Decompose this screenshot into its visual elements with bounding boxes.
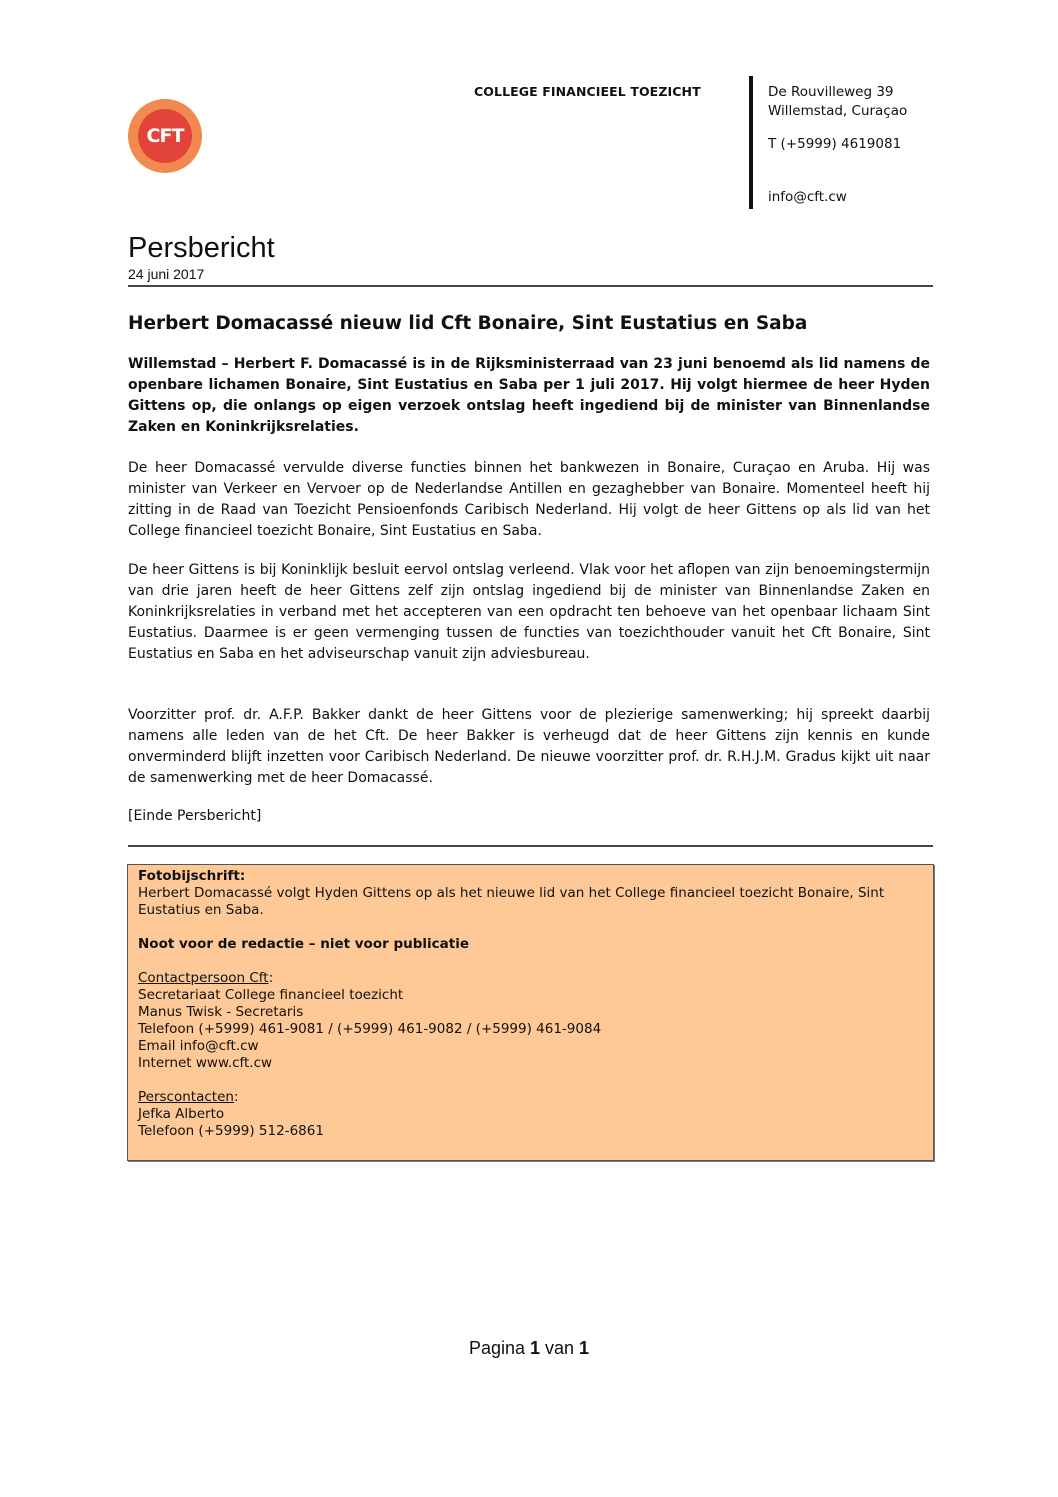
contact-line: Secretariaat College financieel toezicht [138, 987, 404, 1003]
editorial-note: Noot voor de redactie – niet voor publicatie [138, 936, 470, 952]
headline: Herbert Domacassé nieuw lid Cft Bonaire, Sint Eustatius en Saba [128, 313, 808, 334]
address-line-2: Willemstad, Curaçao [768, 103, 908, 119]
cft-logo [128, 99, 202, 173]
page-footer: Pagina 1 van 1 [468, 1338, 590, 1358]
paragraph-3: De heer Gittens is bij Koninklijk besluit eervol ontslag verleend. Vlak voor het aflopen van zijn benoemingstermijn van drie jaren heeft de heer Gittens zelf zijn ontslag ingediend bij de minister van Binnenlandse Zaken en Koninkrijksrelaties in verband met het accepteren van een opdracht ten behoeve van het openbaar lichaam Sint Eustatius. Daarmee is er geen vermenging tussen de functies van toezichthouder vanuit het Cft Bonaire, Sint Eustatius en Saba en het adviseurschap vanuit zijn adviesbureau. [128, 562, 930, 662]
contact-line: Manus Twisk - Secretaris [138, 1004, 304, 1020]
current-page: 1 [530, 1338, 541, 1358]
organization-name: COLLEGE FINANCIEEL TOEZICHT [474, 84, 701, 99]
press-line: Jefka Alberto [138, 1106, 225, 1122]
logo-text: CFT [146, 125, 184, 147]
email-link[interactable]: info@cft.cw [768, 189, 847, 205]
total-pages: 1 [579, 1338, 590, 1358]
caption-label: Fotobijschrift: [138, 868, 246, 884]
lead-paragraph: Willemstad – Herbert F. Domacassé is in de Rijksministerraad van 23 juni benoemd als lid namens de openbare lichamen Bonaire, Sint Eustatius en Saba per 1 juli 2017. Hij volgt hiermee de heer Hyden Gittens op, die onlangs op eigen verzoek ontslag heeft ingediend bij de minister van Binnenlandse Zaken en Koninkrijksrelaties. [128, 356, 930, 435]
contact-line: Internet www.cft.cw [138, 1055, 273, 1071]
document-title: Persbericht [128, 232, 275, 264]
press-heading: Perscontacten: [138, 1089, 239, 1105]
phone: T (+5999) 4619081 [768, 136, 902, 152]
title-divider [128, 285, 933, 287]
body-divider [128, 845, 933, 847]
info-box [127, 864, 934, 1161]
paragraph-2: De heer Domacassé vervulde diverse functies binnen het bankwezen in Bonaire, Curaçao en Aruba. Hij was minister van Verkeer en Vervoer op de Nederlandse Antillen en gezaghebber van Bonaire. Momenteel heeft hij zitting in de Raad van Toezicht Pensioenfonds Caribisch Nederland. Hij volgt de heer Gittens op als lid van het College financieel toezicht Bonaire, Sint Eustatius en Saba. [128, 460, 930, 539]
address-line-1: De Rouvilleweg 39 [768, 84, 894, 100]
header-divider [749, 76, 753, 209]
contact-line: Telefoon (+5999) 461-9081 / (+5999) 461-9082 / (+5999) 461-9084 [138, 1021, 602, 1037]
logo-inner-circle [138, 109, 192, 163]
contact-heading: Contactpersoon Cft: [138, 970, 274, 986]
contact-block [768, 83, 907, 207]
document-date: 24 juni 2017 [128, 266, 205, 282]
contact-line: Email info@cft.cw [138, 1038, 259, 1054]
end-note: [Einde Persbericht] [128, 808, 262, 824]
press-line: Telefoon (+5999) 512-6861 [138, 1123, 324, 1139]
caption-text: Herbert Domacassé volgt Hyden Gittens op als het nieuwe lid van het College financieel toezicht Bonaire, Sint Eustatius en Saba. [138, 885, 885, 918]
paragraph-4: Voorzitter prof. dr. A.F.P. Bakker dankt de heer Gittens voor de plezierige samenwerking; hij spreekt daarbij namens alle leden van de het Cft. De heer Bakker is verheugd dat de heer Gittens zijn kennis en kunde onverminderd blijft inzetten voor Caribisch Nederland. De nieuwe voorzitter prof. dr. R.H.J.M. Gradus kijkt uit naar de samenwerking met de heer Domacassé. [128, 707, 930, 786]
